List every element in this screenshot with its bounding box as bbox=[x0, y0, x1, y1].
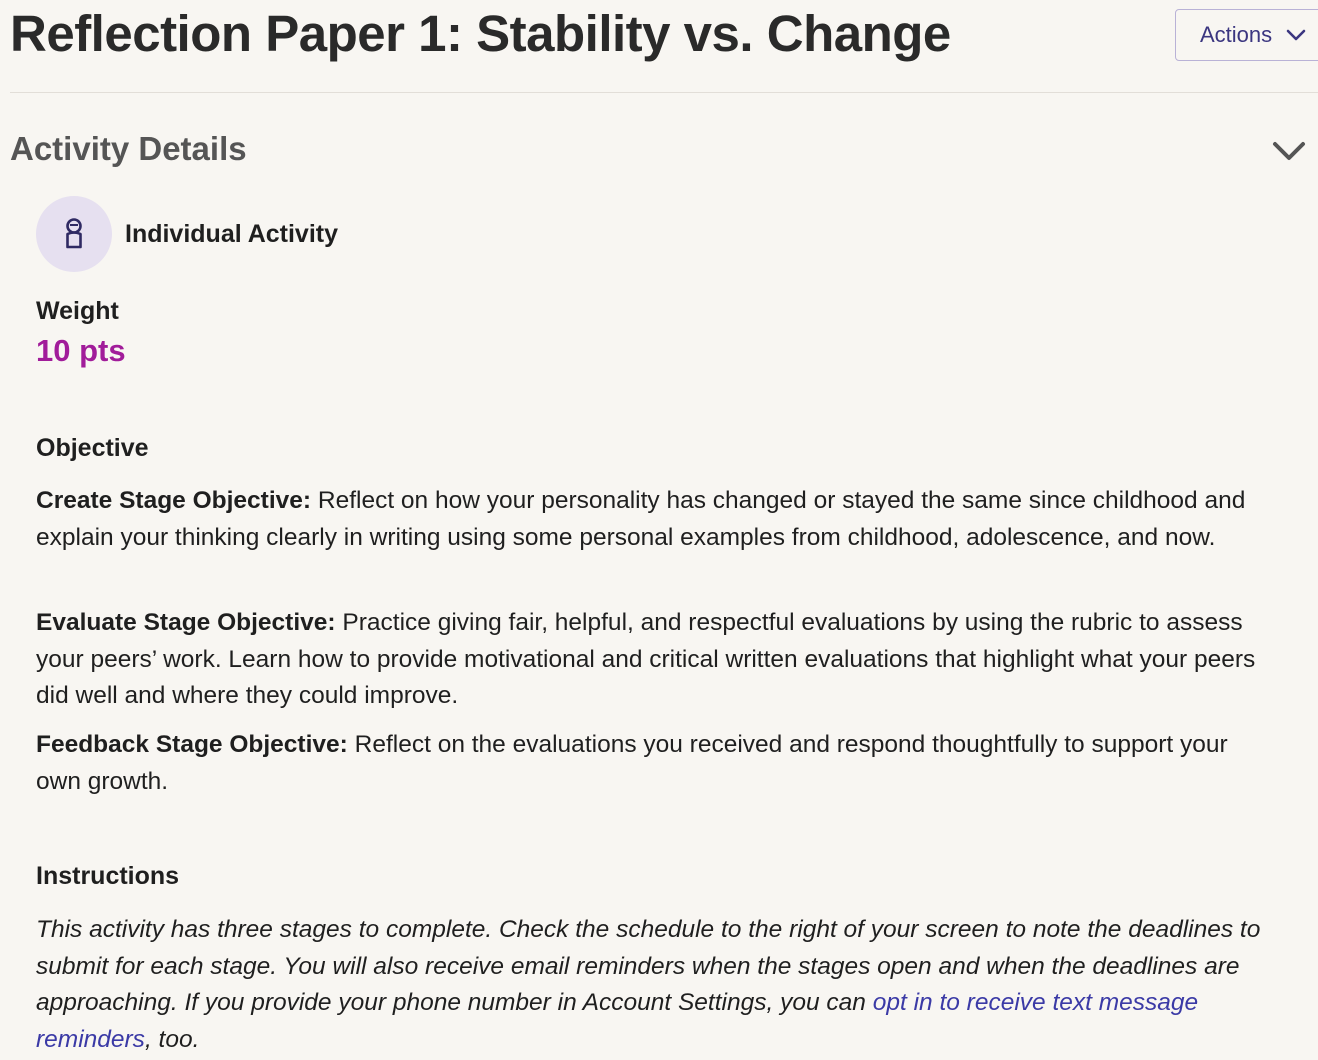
weight-value: 10 pts bbox=[36, 333, 126, 368]
person-icon bbox=[36, 196, 112, 272]
evaluate-stage-objective bbox=[36, 605, 1276, 715]
activity-details-toggle[interactable] bbox=[10, 126, 1306, 176]
instructions-tail: , too. bbox=[144, 1025, 200, 1053]
actions-button-label: Actions bbox=[1200, 22, 1273, 47]
objective-text: Reflect on the evaluations you received and respond thoughtfully to support your own growth. bbox=[36, 731, 1228, 795]
activity-type-label: Individual Activity bbox=[125, 219, 339, 248]
objective-label: Create Stage Objective: bbox=[36, 487, 312, 514]
objective-text: Reflect on how your personality has changed or stayed the same since childhood and explain your thinking clearly in writing using some personal examples from childhood, adolescence, and now. bbox=[36, 487, 1246, 551]
create-stage-objective bbox=[36, 483, 1276, 556]
page-header bbox=[10, 0, 1318, 93]
actions-button[interactable] bbox=[1175, 9, 1318, 61]
objective-heading: Objective bbox=[36, 434, 149, 462]
section-title: Activity Details bbox=[10, 130, 247, 167]
instructions-heading: Instructions bbox=[36, 862, 180, 890]
objective-text: Practice giving fair, helpful, and respectful evaluations by using the rubric to assess your peers’ work. Learn how to provide motivational and critical written evaluations that highlight what your peers did well and where they could improve. bbox=[36, 609, 1256, 709]
instructions-text bbox=[36, 912, 1276, 1058]
feedback-stage-objective bbox=[36, 727, 1276, 800]
activity-type bbox=[36, 196, 338, 272]
weight-label: Weight bbox=[36, 297, 119, 325]
objective-label: Evaluate Stage Objective: bbox=[36, 609, 336, 636]
chevron-down-icon bbox=[1272, 140, 1306, 162]
instructions-body: This activity has three stages to complete. Check the schedule to the right of your screen to note the deadlines to submit for each stage. You will also receive email reminders when the stages open and when the deadlines are approaching. If you provide your phone number in Account Settings, you can bbox=[36, 916, 1261, 1016]
objective-label: Feedback Stage Objective: bbox=[36, 731, 348, 758]
text-reminders-opt-in-link[interactable]: opt in to receive text message reminders bbox=[36, 989, 1199, 1053]
chevron-down-icon bbox=[1286, 28, 1306, 42]
page-title: Reflection Paper 1: Stability vs. Change bbox=[10, 5, 951, 62]
